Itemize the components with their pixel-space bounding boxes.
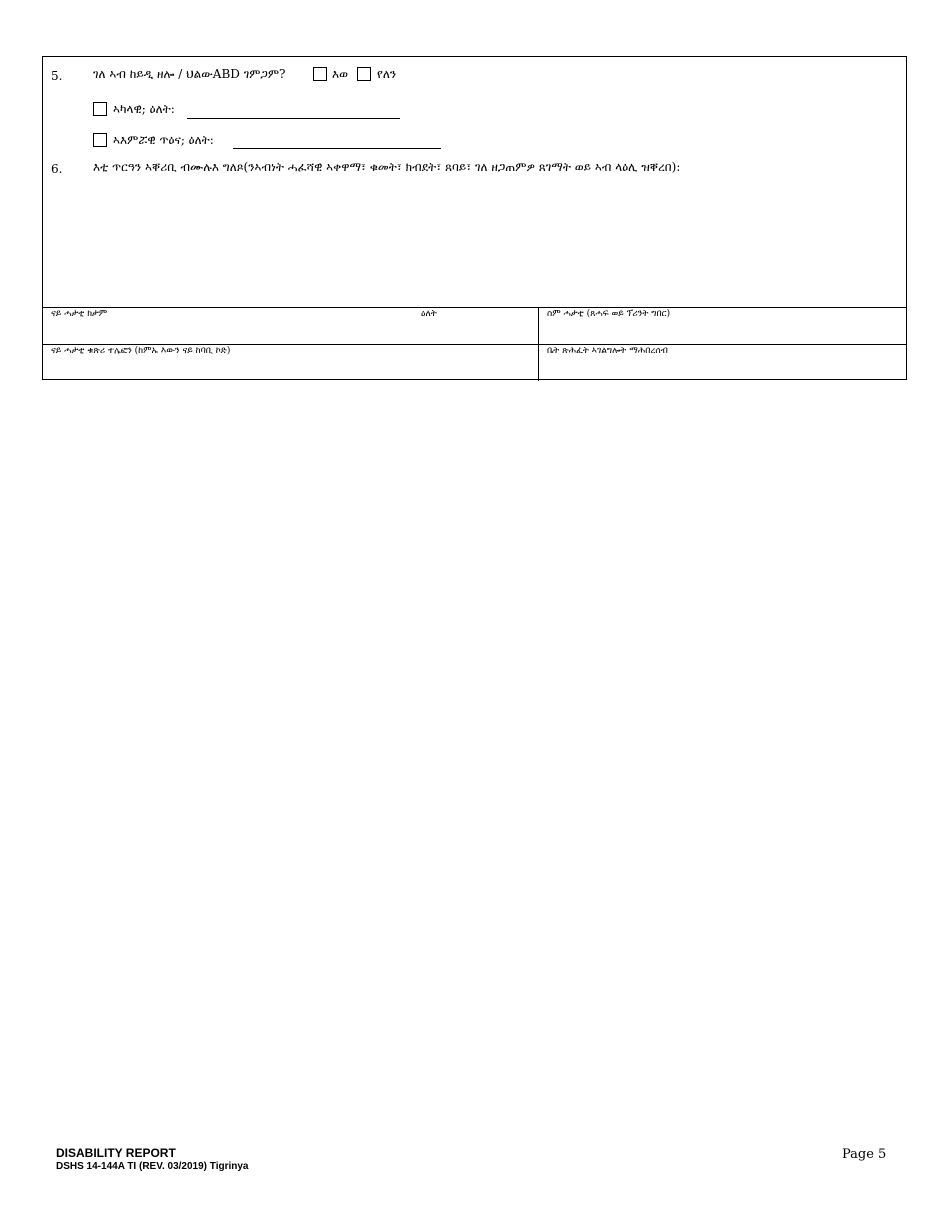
phone-label: ናይ ሓታቲ ቁጽሪ ተሌፎን (ከምኡ እውን ናይ ከባቢ ኮድ)	[51, 346, 231, 356]
physical-exam-date-field[interactable]	[187, 102, 400, 119]
name-label: ስም ሓታቲ (ጸሓፍ ወይ ፕሪንት ግበር)	[547, 309, 671, 319]
signature-cell	[43, 308, 539, 344]
signature-row	[43, 307, 906, 344]
mental-health-label: ኣእምሯዊ ጥዕና; ዕለት:	[113, 133, 214, 147]
physical-exam-checkbox[interactable]	[93, 102, 107, 116]
signature-label: ናይ ሓታቲ ክታም	[51, 309, 108, 319]
no-label: የለን	[377, 67, 397, 81]
disability-form-section	[42, 56, 907, 380]
contact-row	[43, 344, 906, 381]
office-label: ቤት ጽሕፈት ኣገልግሎት ማሕበረሰብ	[547, 346, 668, 356]
physical-exam-label: ኣካላዊ; ዕለት:	[113, 102, 175, 116]
mental-health-checkbox[interactable]	[93, 133, 107, 147]
footer-title: DISABILITY REPORT	[56, 1146, 176, 1160]
question-6-text: እቲ ጥርዓን ኣቐሪቢ ብሙሉእ ግለጾ(ንኣብነት ሓፈሻዊ ኣቀዋማ፣ ቁመት፣ ክብደት፣ ጸባይ፣ ገለ ዘጋጠምዎ ጸገማት ወይ ኣብ ላዕሊ ዝቐረበ):	[93, 160, 681, 174]
signature-date-field[interactable]	[421, 322, 531, 342]
no-checkbox[interactable]	[357, 67, 371, 81]
footer-form-id: DSHS 14-144A TI (REV. 03/2019) Tigrinya	[56, 1161, 249, 1172]
page-number: Page 5	[842, 1147, 887, 1162]
question-5-text: ገለ ኣብ ከይዲ ዘሎ / ህልውABD ገምጋም?	[93, 67, 286, 81]
signature-field[interactable]	[49, 322, 409, 342]
phone-cell	[43, 345, 539, 381]
yes-checkbox[interactable]	[313, 67, 327, 81]
date-label: ዕለት	[421, 309, 437, 319]
mental-health-date-field[interactable]	[233, 132, 441, 149]
office-field[interactable]	[545, 359, 895, 379]
yes-label: እወ	[332, 67, 349, 81]
name-field[interactable]	[545, 322, 895, 342]
question-5-number: 5.	[51, 69, 63, 83]
name-cell	[539, 308, 906, 344]
question-6-answer-field[interactable]	[51, 185, 903, 309]
question-6-number: 6.	[51, 162, 63, 176]
phone-field[interactable]	[49, 359, 529, 379]
office-cell	[539, 345, 906, 381]
